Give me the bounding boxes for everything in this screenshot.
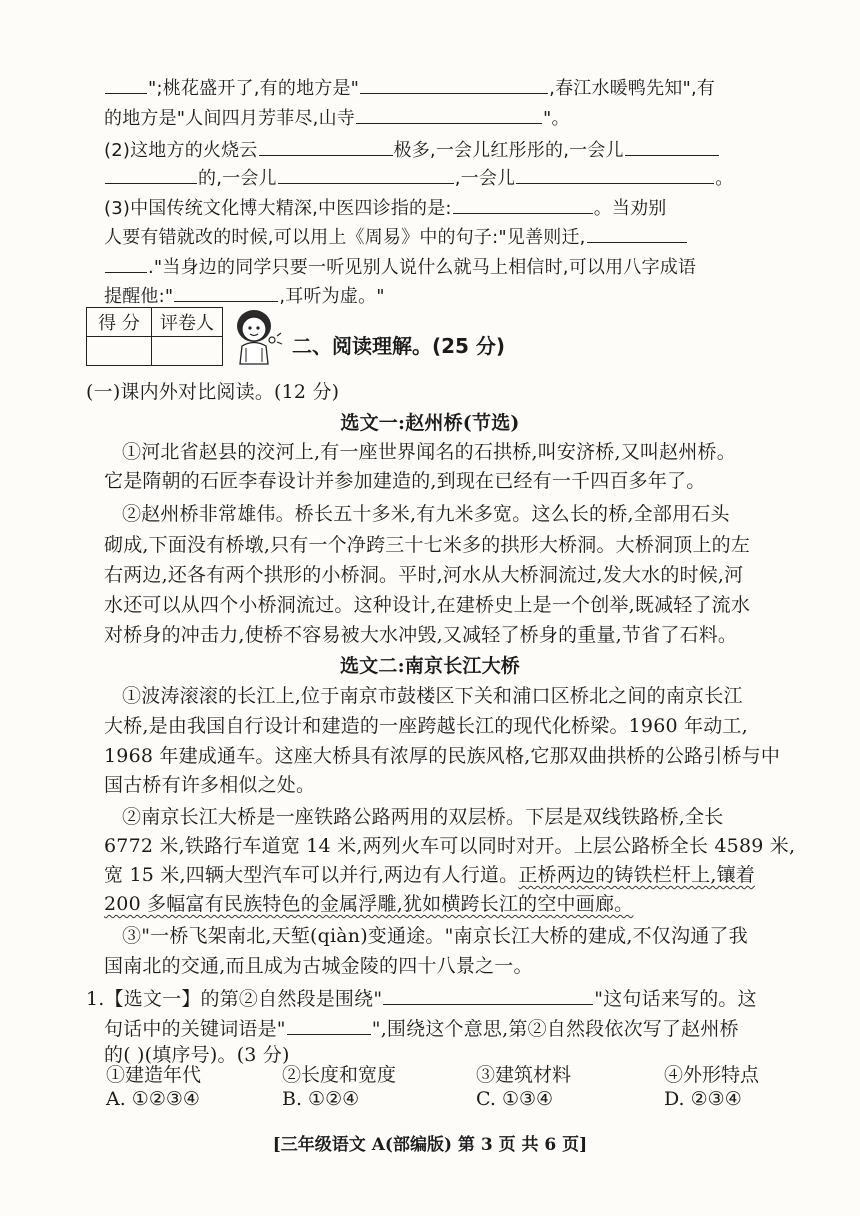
- fill-text: ,春江水暖鸭先知",有: [549, 78, 716, 99]
- fill-text: 的地方是"人间四月芳菲尽,山寺: [104, 108, 355, 129]
- fill-text: "。: [543, 108, 570, 129]
- fill-text: ";桃花盛开了,有的地方是": [148, 78, 360, 99]
- fill-text: 。当劝别: [593, 198, 667, 219]
- passage1-line: 右两边,还各有两个拱形的小桥洞。平时,河水从大桥洞流过,发大水的时候,河: [104, 564, 744, 586]
- grader-cell[interactable]: [152, 337, 223, 366]
- score-label: 得 分: [87, 308, 152, 337]
- answer-blank[interactable]: [278, 163, 454, 184]
- item-option: ①建造年代: [106, 1064, 202, 1086]
- choice-d[interactable]: D. ②③④: [664, 1088, 742, 1110]
- passage1-line: 它是隋朝的石匠李春设计并参加建造的,到现在已经有一千四百多年了。: [104, 470, 706, 492]
- item-option: ②长度和宽度: [282, 1064, 397, 1086]
- part-one-heading: (一)课内外对比阅读。(12 分): [86, 381, 340, 403]
- passage2-line: 1968 年建成通车。这座大桥具有浓厚的民族风格,它那双曲拱桥的公路引桥与中: [104, 745, 781, 767]
- fill-text: ,耳听为虚。": [279, 286, 385, 307]
- question1-line: [104, 1014, 739, 1041]
- answer-blank[interactable]: [383, 984, 593, 1005]
- fill-line-1: [104, 73, 715, 101]
- fill-line-2: [104, 103, 570, 131]
- fill-line-8: [104, 281, 385, 309]
- answer-blank[interactable]: [516, 163, 714, 184]
- fill-text: 提醒他:": [104, 286, 174, 307]
- passage2-title: 选文二:南京长江大桥: [339, 655, 520, 677]
- fill-text: ."当身边的同学只要一听见别人说什么就马上相信时,可以用八字成语: [148, 257, 697, 278]
- fill-text: 。: [715, 168, 734, 189]
- fill-text: (2)这地方的火烧云: [104, 140, 258, 161]
- fill-text: ,一会儿: [454, 168, 516, 189]
- passage1-line: 砌成,下面没有桥墩,只有一个净跨三十七米多的拱形大桥洞。大桥洞顶上的左: [104, 534, 751, 556]
- fill-text: (3)中国传统文化博大精深,中医四诊指的是:: [104, 198, 452, 219]
- girl-mascot-icon: [228, 306, 284, 368]
- fill-line-5: [104, 193, 667, 221]
- passage2-line: ②南京长江大桥是一座铁路公路两用的双层桥。下层是双线铁路桥,全长: [122, 806, 724, 828]
- question-text: ",围绕这个意思,第②自然段依次写了赵州桥: [371, 1018, 739, 1040]
- question1-line: 的( )(填序号)。(3 分): [104, 1044, 290, 1066]
- answer-blank[interactable]: [259, 135, 393, 156]
- answer-blank[interactable]: [287, 1014, 371, 1035]
- passage2-line: 国古桥有许多相似之处。: [104, 774, 316, 796]
- passage1-title: 选文一:赵州桥(节选): [340, 412, 520, 434]
- fill-line-3: [104, 135, 720, 163]
- page-footer: [三年级语文 A(部编版) 第 3 页 共 6 页]: [272, 1135, 588, 1155]
- answer-blank[interactable]: [105, 73, 147, 94]
- fill-line-4: [104, 163, 733, 191]
- passage1-line: 对桥身的冲击力,使桥不容易被大水冲毁,又减轻了桥身的重量,节省了石料。: [104, 624, 738, 646]
- grader-label: 评卷人: [152, 308, 223, 337]
- answer-blank[interactable]: [105, 252, 147, 273]
- score-table: [86, 307, 223, 366]
- answer-blank[interactable]: [174, 281, 278, 302]
- wavy-underlined-sentence: 200 多幅富有民族特色的金属浮雕,犹如横跨长江的空中画廊。: [104, 893, 634, 915]
- passage2-line: ③"一桥飞架南北,天堑(qiàn)变通途。"南京长江大桥的建成,不仅沟通了我: [122, 925, 748, 947]
- passage2-line: ①波涛滚滚的长江上,位于南京市鼓楼区下关和浦口区桥北之间的南京长江: [122, 685, 743, 707]
- passage2-text: 宽 15 米,四辆大型汽车可以并行,两边有人行道。: [104, 864, 519, 886]
- answer-blank[interactable]: [625, 135, 719, 156]
- answer-blank[interactable]: [105, 163, 197, 184]
- answer-blank[interactable]: [587, 222, 687, 243]
- choice-c[interactable]: C. ①③④: [476, 1088, 554, 1110]
- item-option: ③建筑材料: [476, 1064, 572, 1086]
- fill-text: 人要有错就改的时候,可以用上《周易》中的句子:"见善则迁,: [104, 227, 586, 248]
- passage2-line: [104, 863, 755, 887]
- score-cell[interactable]: [87, 337, 152, 366]
- item-option: ④外形特点: [664, 1064, 760, 1086]
- passage2-line: 国南北的交通,而且成为古城金陵的四十八景之一。: [104, 955, 533, 977]
- question1-line: [86, 984, 757, 1011]
- fill-text: 极多,一会儿红彤彤的,一会儿: [393, 140, 624, 161]
- choice-b[interactable]: B. ①②④: [282, 1088, 360, 1110]
- fill-line-7: [104, 252, 696, 280]
- passage2-line: [104, 892, 633, 916]
- fill-text: 的,一会儿: [198, 168, 277, 189]
- section-two-title: 二、阅读理解。(25 分): [292, 334, 506, 358]
- wavy-underlined-sentence: 正桥两边的铸铁栏杆上,镶着: [518, 864, 755, 886]
- passage1-line: ②赵州桥非常雄伟。桥长五十多米,有九米多宽。这么长的桥,全部用石头: [122, 503, 730, 525]
- passage1-line: ①河北省赵县的洨河上,有一座世界闻名的石拱桥,叫安济桥,又叫赵州桥。: [122, 441, 736, 463]
- fill-line-6: [104, 222, 688, 250]
- passage1-line: 水还可以从四个小桥洞流过。这种设计,在建桥史上是一个创举,既减轻了流水: [104, 594, 751, 616]
- question-text: "这句话来写的。这: [594, 988, 757, 1010]
- question-text: 句话中的关键词语是": [104, 1018, 286, 1040]
- answer-blank[interactable]: [360, 73, 548, 94]
- answer-blank[interactable]: [356, 103, 542, 124]
- question-text: 1.【选文一】的第②自然段是围绕": [86, 988, 383, 1010]
- passage2-line: 大桥,是由我国自行设计和建造的一座跨越长江的现代化桥梁。1960 年动工,: [104, 715, 748, 737]
- answer-blank[interactable]: [453, 193, 593, 214]
- passage2-line: 6772 米,铁路行车道宽 14 米,两列火车可以同时对开。上层公路桥全长 4589 米,: [104, 835, 796, 857]
- choice-a[interactable]: A. ①②③④: [106, 1088, 200, 1110]
